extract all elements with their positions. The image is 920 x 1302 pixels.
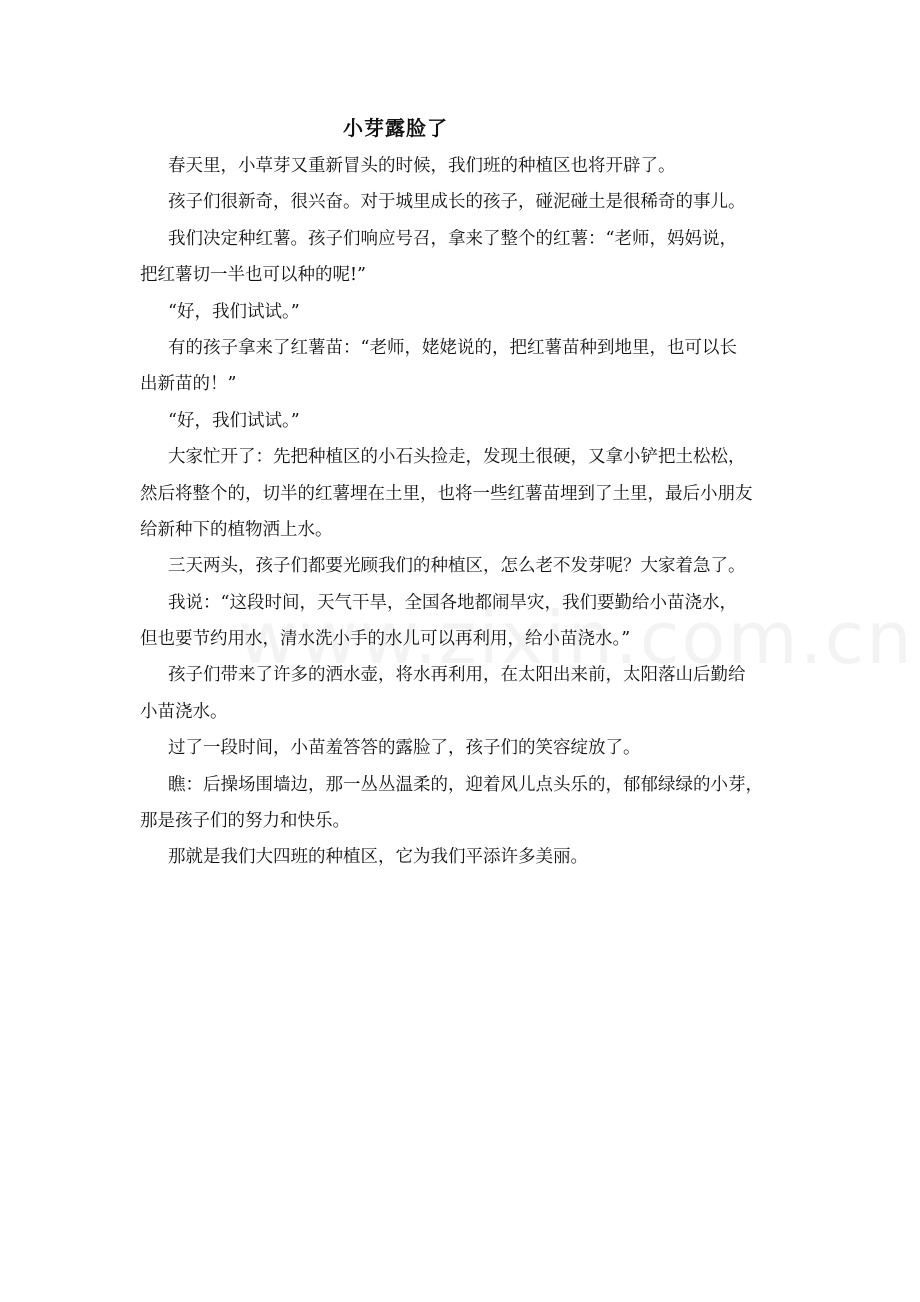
paragraph-line: 我说：“这段时间，天气干旱，全国各地都闹旱灾，我们要勤给小苗浇水，	[168, 592, 737, 613]
paragraph-line: “好，我们试试。”	[168, 410, 300, 431]
paragraph-line: 然后将整个的，切半的红薯埋在土里，也将一些红薯苗埋到了土里，最后小朋友	[140, 483, 753, 504]
paragraph-line: 出新苗的！”	[140, 374, 237, 395]
paragraph-line: 大家忙开了：先把种植区的小石头捡走，发现土很硬，又拿小铲把土松松，	[168, 447, 746, 468]
paragraph-line: 瞧：后操场围墙边，那一丛丛温柔的，迎着风儿点头乐的，郁郁绿绿的小芽，	[168, 774, 763, 795]
document-body	[140, 148, 790, 876]
paragraph-line: “好，我们试试。”	[168, 301, 300, 322]
paragraph-line: 三天两头，孩子们都要光顾我们的种植区，怎么老不发芽呢？大家着急了。	[168, 556, 746, 577]
paragraph-line: 给新种下的植物洒上水。	[140, 519, 333, 540]
paragraph-line: 小苗浇水。	[140, 701, 228, 722]
paragraph-line: 有的孩子拿来了红薯苗：“老师，姥姥说的，把红薯苗种到地里，也可以长	[168, 337, 737, 358]
paragraph-line: 孩子们很新奇，很兴奋。对于城里成长的孩子，碰泥碰土是很稀奇的事儿。	[168, 192, 746, 213]
paragraph-line: 春天里，小草芽又重新冒头的时候，我们班的种植区也将开辟了。	[168, 156, 676, 176]
paragraph-line: 把红薯切一半也可以种的呢!”	[140, 265, 366, 286]
paragraph-line: 孩子们带来了许多的洒水壶，将水再利用，在太阳出来前，太阳落山后勤给	[168, 665, 746, 686]
document-title: 小芽露脸了	[343, 116, 448, 140]
paragraph-line: 我们决定种红薯。孩子们响应号召，拿来了整个的红薯：“老师，妈妈说，	[168, 228, 737, 249]
paragraph-line: 那是孩子们的努力和快乐。	[140, 811, 350, 832]
paragraph-line: 过了一段时间，小苗羞答答的露脸了，孩子们的笑容绽放了。	[168, 738, 641, 759]
paragraph-line: 那就是我们大四班的种植区，它为我们平添许多美丽。	[168, 847, 588, 868]
paragraph-line: 但也要节约用水，清水洗小手的水儿可以再利用，给小苗浇水。”	[140, 629, 631, 650]
